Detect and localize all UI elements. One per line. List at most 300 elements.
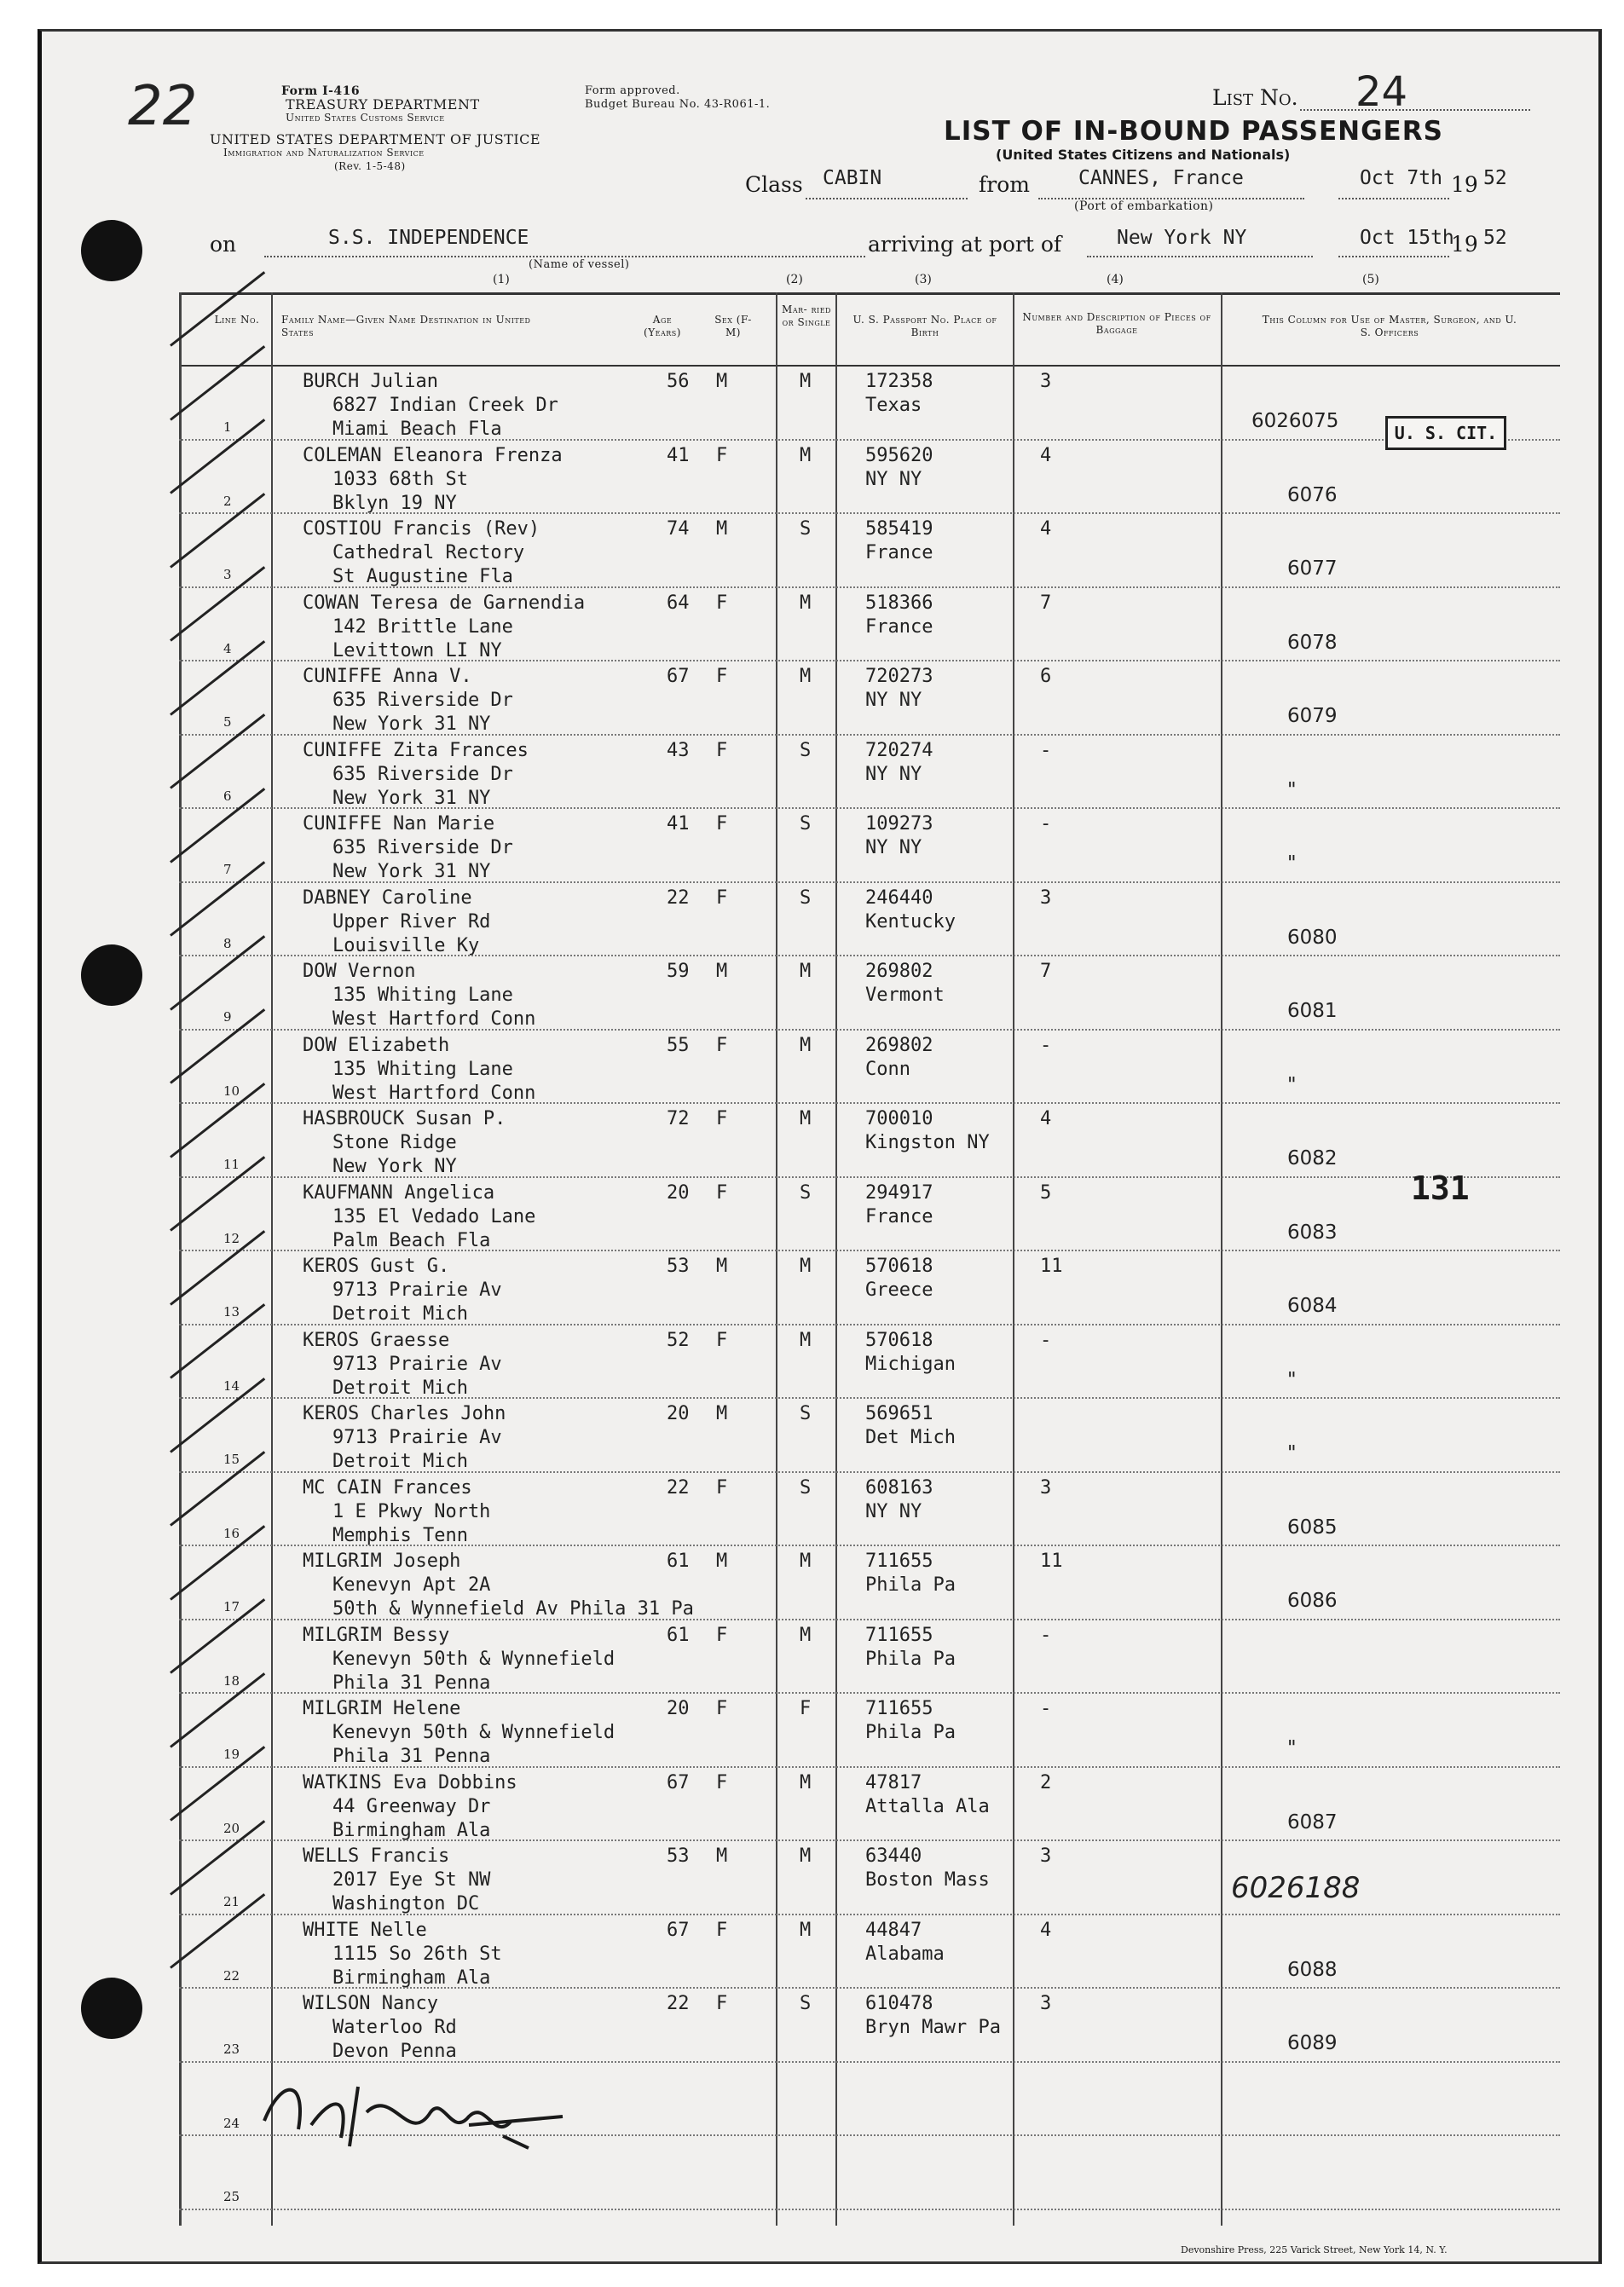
address-line-2: West Hartford Conn bbox=[332, 1008, 536, 1030]
depart-date-line bbox=[1338, 198, 1449, 199]
table-row bbox=[179, 1620, 1560, 1694]
address-line-2: Memphis Tenn bbox=[332, 1524, 468, 1546]
marital-status: M bbox=[800, 1845, 812, 1867]
baggage-count: 6 bbox=[1040, 666, 1052, 687]
col-header-sex: Sex (F-M) bbox=[714, 314, 752, 338]
sex-value: F bbox=[716, 1919, 728, 1941]
marital-status: S bbox=[800, 1476, 812, 1499]
place-of-birth: Vermont bbox=[865, 985, 945, 1006]
marital-status: M bbox=[800, 1329, 812, 1351]
place-of-birth: NY NY bbox=[865, 837, 922, 858]
table-row bbox=[179, 367, 1560, 440]
age-value: 64 bbox=[667, 592, 690, 614]
col-header-age: Age (Years) bbox=[644, 314, 681, 338]
table-row bbox=[179, 883, 1560, 956]
address-line-2: Miami Beach Fla bbox=[332, 419, 502, 440]
marital-status: M bbox=[800, 1771, 812, 1793]
passenger-name: DOW Elizabeth bbox=[303, 1034, 450, 1056]
place-of-birth: NY NY bbox=[865, 763, 922, 785]
place-of-birth: Conn bbox=[865, 1058, 910, 1080]
class-value: CABIN bbox=[823, 167, 882, 189]
line-number: 11 bbox=[223, 1157, 240, 1172]
passenger-name: WELLS Francis bbox=[303, 1845, 450, 1867]
officer-number: 6089 bbox=[1287, 2032, 1338, 2054]
passenger-name: CUNIFFE Nan Marie bbox=[303, 813, 495, 835]
address-line-2: Phila 31 Penna bbox=[332, 1672, 491, 1694]
place-of-birth: Bryn Mawr Pa bbox=[865, 2017, 1001, 2038]
marital-status: S bbox=[800, 813, 812, 835]
sex-value: F bbox=[716, 592, 728, 614]
list-no-line bbox=[1300, 109, 1530, 111]
officer-number: 6080 bbox=[1287, 926, 1338, 949]
passenger-name: CUNIFFE Anna V. bbox=[303, 666, 472, 687]
address-line-2: 50th & Wynnefield Av Phila 31 Pa bbox=[332, 1598, 694, 1620]
officer-number: 6079 bbox=[1287, 705, 1338, 727]
baggage-count: - bbox=[1040, 1034, 1052, 1056]
port-value: New York NY bbox=[1117, 227, 1247, 249]
marital-status: S bbox=[800, 1181, 812, 1204]
vessel-name: S.S. INDEPENDENCE bbox=[328, 227, 529, 249]
dept-justice: UNITED STATES DEPARTMENT OF JUSTICE bbox=[210, 131, 541, 147]
age-value: 61 bbox=[667, 1551, 690, 1572]
line-number: 10 bbox=[223, 1083, 240, 1099]
baggage-count: 2 bbox=[1040, 1771, 1052, 1793]
marital-status: M bbox=[800, 1919, 812, 1941]
arriving-label: arriving at port of bbox=[868, 232, 1062, 257]
officer-number: " bbox=[1287, 1073, 1297, 1096]
sex-value: F bbox=[716, 1771, 728, 1793]
line-number: 3 bbox=[223, 567, 232, 582]
address-line-1: Kenevyn 50th & Wynnefield bbox=[332, 1648, 616, 1670]
line-number: 20 bbox=[223, 1820, 240, 1836]
marital-status: S bbox=[800, 1403, 812, 1424]
passport-number: 246440 bbox=[865, 887, 933, 909]
address-line-2: New York 31 NY bbox=[332, 713, 491, 735]
place-of-birth: France bbox=[865, 615, 933, 638]
passport-number: 595620 bbox=[865, 444, 933, 466]
passenger-name: KEROS Graesse bbox=[303, 1329, 450, 1351]
table-row bbox=[179, 809, 1560, 882]
form-approved: Form approved. bbox=[585, 84, 680, 97]
table-row bbox=[179, 1473, 1560, 1546]
age-value: 20 bbox=[667, 1403, 690, 1424]
address-line-1: 6827 Indian Creek Dr bbox=[332, 395, 558, 416]
line-number: 1 bbox=[223, 419, 232, 435]
us-citizen-stamp: U. S. CIT. bbox=[1385, 416, 1506, 450]
dept-treasury: TREASURY DEPARTMENT bbox=[286, 96, 480, 113]
baggage-count: 5 bbox=[1040, 1181, 1052, 1204]
line-number: 5 bbox=[223, 714, 232, 730]
port-line bbox=[1087, 256, 1313, 257]
marital-status: M bbox=[800, 1108, 812, 1129]
passport-number: 63440 bbox=[865, 1845, 922, 1867]
sex-value: F bbox=[716, 666, 728, 687]
class-label: Class bbox=[745, 172, 803, 197]
sex-value: F bbox=[716, 1698, 728, 1719]
address-line-1: 635 Riverside Dr bbox=[332, 690, 513, 711]
place-of-birth: Attalla Ala bbox=[865, 1795, 990, 1817]
punch-hole bbox=[81, 1978, 142, 2039]
place-of-birth: Boston Mass bbox=[865, 1869, 990, 1891]
age-value: 59 bbox=[667, 961, 690, 982]
passport-number: 109273 bbox=[865, 813, 933, 835]
printer-imprint: Devonshire Press, 225 Varick Street, New York 14, N. Y. bbox=[1181, 2244, 1448, 2255]
table-row bbox=[179, 1251, 1560, 1325]
line-number: 24 bbox=[223, 2115, 240, 2131]
officer-number: 6078 bbox=[1287, 631, 1338, 654]
passport-number: 720274 bbox=[865, 739, 933, 761]
marital-status: F bbox=[800, 1698, 812, 1719]
address-line-2: New York NY bbox=[332, 1156, 457, 1177]
address-line-1: 44 Greenway Dr bbox=[332, 1795, 491, 1817]
place-of-birth: Det Mich bbox=[865, 1427, 956, 1448]
address-line-1: 1115 So 26th St bbox=[332, 1943, 502, 1965]
age-value: 22 bbox=[667, 1476, 690, 1499]
line-number: 14 bbox=[223, 1377, 240, 1394]
officer-signature bbox=[247, 2061, 588, 2155]
marital-status: M bbox=[800, 1034, 812, 1056]
officer-number: 6088 bbox=[1287, 1958, 1338, 1981]
passenger-name: MILGRIM Bessy bbox=[303, 1624, 450, 1646]
sex-value: F bbox=[716, 1034, 728, 1056]
passport-number: 711655 bbox=[865, 1624, 933, 1646]
arrive-date: Oct 15th bbox=[1360, 227, 1454, 249]
place-of-birth: NY NY bbox=[865, 1500, 922, 1522]
address-line-1: 135 Whiting Lane bbox=[332, 1058, 513, 1080]
officer-number: " bbox=[1287, 1737, 1297, 1759]
age-value: 67 bbox=[667, 1919, 690, 1941]
from-label: from bbox=[979, 172, 1030, 197]
line-number: 12 bbox=[223, 1230, 240, 1246]
baggage-count: 11 bbox=[1040, 1256, 1063, 1277]
passport-number: 518366 bbox=[865, 592, 933, 614]
arrive-year-prefix: 19 bbox=[1451, 232, 1478, 257]
address-line-1: 9713 Prairie Av bbox=[332, 1279, 502, 1301]
line-number: 15 bbox=[223, 1452, 240, 1467]
officer-number: 6087 bbox=[1287, 1811, 1338, 1834]
passport-number: 570618 bbox=[865, 1256, 933, 1277]
marital-status: M bbox=[800, 666, 812, 687]
col-header-officers: This Column for Use of Master, Surgeon, and U. S. Officers bbox=[1262, 314, 1517, 338]
age-value: 67 bbox=[667, 1771, 690, 1793]
sex-value: F bbox=[716, 1181, 728, 1204]
passport-number: 269802 bbox=[865, 961, 933, 982]
passport-number: 608163 bbox=[865, 1476, 933, 1499]
address-line-1: 9713 Prairie Av bbox=[332, 1427, 502, 1448]
passport-number: 570618 bbox=[865, 1329, 933, 1351]
table-row bbox=[179, 956, 1560, 1030]
place-of-birth: Alabama bbox=[865, 1943, 945, 1965]
marital-status: M bbox=[800, 1256, 812, 1277]
passenger-name: KEROS Charles John bbox=[303, 1403, 506, 1424]
passport-number: 569651 bbox=[865, 1403, 933, 1424]
table-top-rule bbox=[179, 292, 1560, 295]
passenger-name: WHITE Nelle bbox=[303, 1919, 427, 1941]
from-value: CANNES, France bbox=[1078, 167, 1244, 189]
passenger-name: MC CAIN Frances bbox=[303, 1476, 472, 1499]
vessel-note: (Name of vessel) bbox=[529, 258, 630, 271]
age-value: 74 bbox=[667, 518, 690, 540]
address-line-2: New York 31 NY bbox=[332, 861, 491, 882]
table-row bbox=[179, 514, 1560, 587]
marital-status: M bbox=[800, 1551, 812, 1572]
passport-number: 47817 bbox=[865, 1771, 922, 1793]
arrive-year: 52 bbox=[1483, 227, 1507, 249]
col-header-name: Family Name—Given Name Destination in United States bbox=[281, 314, 531, 338]
punch-hole bbox=[81, 220, 142, 281]
officer-number: 6077 bbox=[1287, 557, 1338, 580]
passenger-name: HASBROUCK Susan P. bbox=[303, 1108, 506, 1129]
line-number: 19 bbox=[223, 1747, 240, 1762]
line-number: 17 bbox=[223, 1599, 240, 1614]
address-line-1: Waterloo Rd bbox=[332, 2017, 457, 2038]
table-row bbox=[179, 1546, 1560, 1620]
col-header-line: Line No. bbox=[214, 314, 260, 326]
address-line-1: Kenevyn Apt 2A bbox=[332, 1574, 491, 1596]
col-number-2: (2) bbox=[786, 273, 803, 286]
age-value: 61 bbox=[667, 1624, 690, 1646]
class-line bbox=[806, 198, 968, 199]
passenger-name: MILGRIM Joseph bbox=[303, 1551, 461, 1572]
place-of-birth: NY NY bbox=[865, 468, 922, 490]
line-number: 22 bbox=[223, 1967, 240, 1984]
dept-treasury-sub: United States Customs Service bbox=[286, 112, 445, 124]
passport-number: 720273 bbox=[865, 666, 933, 687]
depart-year-prefix: 19 bbox=[1451, 172, 1478, 197]
arrive-date-line bbox=[1338, 256, 1449, 257]
col-header-baggage: Number and Description of Pieces of Baggage bbox=[1022, 311, 1211, 336]
marital-status: S bbox=[800, 887, 812, 909]
address-line-1: 142 Brittle Lane bbox=[332, 615, 513, 638]
sex-value: M bbox=[716, 371, 728, 392]
line-number: 18 bbox=[223, 1672, 240, 1689]
address-line-2: Devon Penna bbox=[332, 2041, 457, 2062]
officer-number: 6076 bbox=[1287, 483, 1338, 506]
baggage-count: - bbox=[1040, 1698, 1052, 1719]
address-line-2: Levittown LI NY bbox=[332, 639, 502, 661]
line-number: 9 bbox=[223, 1009, 232, 1025]
address-line-2: Detroit Mich bbox=[332, 1303, 468, 1325]
sex-value: M bbox=[716, 961, 728, 982]
passenger-name: COSTIOU Francis (Rev) bbox=[303, 518, 540, 540]
line-number: 23 bbox=[223, 2042, 240, 2057]
sex-value: F bbox=[716, 444, 728, 466]
address-line-1: 135 El Vedado Lane bbox=[332, 1205, 536, 1227]
col-number-1: (1) bbox=[493, 273, 510, 286]
marital-status: S bbox=[800, 518, 812, 540]
budget-bureau: Budget Bureau No. 43-R061-1. bbox=[585, 98, 771, 111]
age-value: 67 bbox=[667, 666, 690, 687]
age-value: 22 bbox=[667, 1993, 690, 2014]
address-line-2: Birmingham Ala bbox=[332, 1819, 491, 1841]
address-line-1: 1 E Pkwy North bbox=[332, 1500, 491, 1522]
passenger-name: CUNIFFE Zita Frances bbox=[303, 739, 529, 761]
marital-status: M bbox=[800, 444, 812, 466]
address-line-2: Phila 31 Penna bbox=[332, 1746, 491, 1767]
place-of-birth: Greece bbox=[865, 1279, 933, 1301]
passport-number: 711655 bbox=[865, 1698, 933, 1719]
address-line-2: Birmingham Ala bbox=[332, 1966, 491, 1989]
embark-note: (Port of embarkation) bbox=[1074, 199, 1214, 213]
marital-status: M bbox=[800, 961, 812, 982]
address-line-1: Stone Ridge bbox=[332, 1132, 457, 1153]
passenger-name: COWAN Teresa de Garnendia bbox=[303, 592, 586, 614]
depart-year: 52 bbox=[1483, 167, 1507, 189]
address-line-1: 9713 Prairie Av bbox=[332, 1353, 502, 1375]
baggage-count: 3 bbox=[1040, 1476, 1052, 1499]
handwritten-note: 6026188 bbox=[1231, 1871, 1361, 1905]
marital-status: S bbox=[800, 739, 812, 761]
list-no-value: 24 bbox=[1355, 68, 1408, 116]
address-line-1: Upper River Rd bbox=[332, 910, 491, 933]
age-value: 56 bbox=[667, 371, 690, 392]
officer-number: 6086 bbox=[1287, 1590, 1338, 1612]
marital-status: M bbox=[800, 592, 812, 614]
address-line-2: Louisville Ky bbox=[332, 934, 480, 956]
col-number-4: (4) bbox=[1107, 273, 1124, 286]
age-value: 22 bbox=[667, 887, 690, 909]
col-header-married: Mar- ried or Single bbox=[782, 303, 831, 328]
age-value: 53 bbox=[667, 1845, 690, 1867]
place-of-birth: NY NY bbox=[865, 690, 922, 711]
baggage-count: - bbox=[1040, 1329, 1052, 1351]
age-value: 41 bbox=[667, 813, 690, 835]
marital-status: M bbox=[800, 1624, 812, 1646]
passenger-name: WILSON Nancy bbox=[303, 1993, 438, 2014]
sex-value: M bbox=[716, 1551, 728, 1572]
age-value: 20 bbox=[667, 1698, 690, 1719]
sex-value: F bbox=[716, 1624, 728, 1646]
officer-number: 6026075 bbox=[1251, 410, 1339, 432]
form-number: Form I-416 bbox=[281, 84, 361, 98]
sex-value: F bbox=[716, 887, 728, 909]
address-line-2: Washington DC bbox=[332, 1893, 480, 1914]
line-number: 25 bbox=[223, 2189, 240, 2204]
address-line-2: West Hartford Conn bbox=[332, 1082, 536, 1104]
officer-number: 6082 bbox=[1287, 1147, 1338, 1169]
officer-number: 6081 bbox=[1287, 1000, 1338, 1022]
place-of-birth: Phila Pa bbox=[865, 1648, 956, 1670]
age-value: 41 bbox=[667, 444, 690, 466]
passport-number: 700010 bbox=[865, 1108, 933, 1129]
address-line-2: Detroit Mich bbox=[332, 1451, 468, 1472]
officer-number: " bbox=[1287, 1368, 1297, 1391]
baggage-count: 7 bbox=[1040, 961, 1052, 982]
table-row bbox=[179, 1915, 1560, 1989]
depart-date: Oct 7th bbox=[1360, 167, 1442, 189]
baggage-count: 3 bbox=[1040, 1845, 1052, 1867]
age-value: 52 bbox=[667, 1329, 690, 1351]
line-number: 8 bbox=[223, 935, 232, 951]
marital-status: M bbox=[800, 371, 812, 392]
col-header-passport: U. S. Passport No. Place of Birth bbox=[852, 314, 997, 338]
passenger-name: WATKINS Eva Dobbins bbox=[303, 1771, 517, 1793]
line-number: 6 bbox=[223, 788, 232, 804]
place-of-birth: France bbox=[865, 542, 933, 563]
line-number: 13 bbox=[223, 1304, 240, 1320]
address-line-2: Detroit Mich bbox=[332, 1377, 468, 1399]
sex-value: M bbox=[716, 1403, 728, 1424]
baggage-count: - bbox=[1040, 1624, 1052, 1646]
baggage-count: 4 bbox=[1040, 1919, 1052, 1941]
baggage-count: 4 bbox=[1040, 518, 1052, 540]
address-line-1: 135 Whiting Lane bbox=[332, 985, 513, 1006]
passport-number: 172358 bbox=[865, 371, 933, 392]
line-number: 16 bbox=[223, 1525, 240, 1541]
passport-number: 294917 bbox=[865, 1181, 933, 1204]
table-row bbox=[179, 1178, 1560, 1251]
table-row bbox=[179, 1399, 1560, 1472]
sex-value: F bbox=[716, 1108, 728, 1129]
passport-number: 585419 bbox=[865, 518, 933, 540]
sex-value: M bbox=[716, 1845, 728, 1867]
margin-number: 131 bbox=[1411, 1169, 1470, 1207]
officer-number: 6083 bbox=[1287, 1221, 1338, 1244]
baggage-count: 3 bbox=[1040, 887, 1052, 909]
sex-value: F bbox=[716, 1476, 728, 1499]
place-of-birth: France bbox=[865, 1205, 933, 1227]
table-row bbox=[179, 1104, 1560, 1177]
age-value: 72 bbox=[667, 1108, 690, 1129]
age-value: 53 bbox=[667, 1256, 690, 1277]
passenger-name: KAUFMANN Angelica bbox=[303, 1181, 495, 1204]
table-row bbox=[179, 441, 1560, 514]
form-subtitle: (United States Citizens and Nationals) bbox=[996, 147, 1291, 163]
line-number: 21 bbox=[223, 1894, 240, 1909]
passenger-name: COLEMAN Eleanora Frenza bbox=[303, 444, 563, 466]
passport-number: 44847 bbox=[865, 1919, 922, 1941]
officer-number: 6085 bbox=[1287, 1516, 1338, 1539]
on-label: on bbox=[210, 232, 237, 257]
baggage-count: - bbox=[1040, 739, 1052, 761]
punch-hole bbox=[81, 944, 142, 1006]
baggage-count: 11 bbox=[1040, 1551, 1063, 1572]
baggage-count: 7 bbox=[1040, 592, 1052, 614]
table-row bbox=[179, 588, 1560, 661]
col-number-5: (5) bbox=[1362, 273, 1379, 286]
form-revision: (Rev. 1-5-48) bbox=[334, 160, 406, 172]
passenger-name: MILGRIM Helene bbox=[303, 1698, 461, 1719]
passenger-name: KEROS Gust G. bbox=[303, 1256, 450, 1277]
officer-number: " bbox=[1287, 852, 1297, 875]
address-line-1: 635 Riverside Dr bbox=[332, 763, 513, 785]
table-row bbox=[179, 1768, 1560, 1841]
sex-value: M bbox=[716, 518, 728, 540]
corner-mark: 22 bbox=[128, 75, 198, 138]
address-line-1: 1033 68th St bbox=[332, 468, 468, 490]
table-row bbox=[179, 1031, 1560, 1104]
address-line-2: New York 31 NY bbox=[332, 787, 491, 809]
table-row bbox=[179, 1989, 1560, 2062]
line-number: 2 bbox=[223, 493, 232, 509]
address-line-1: Kenevyn 50th & Wynnefield bbox=[332, 1722, 616, 1743]
baggage-count: 4 bbox=[1040, 1108, 1052, 1129]
address-line-2: St Augustine Fla bbox=[332, 566, 513, 587]
table-row bbox=[179, 1694, 1560, 1767]
list-no-label: List No. bbox=[1212, 85, 1298, 110]
passport-number: 711655 bbox=[865, 1551, 933, 1572]
table-row bbox=[179, 1325, 1560, 1399]
line-number: 4 bbox=[223, 640, 232, 656]
passenger-name: DOW Vernon bbox=[303, 961, 416, 982]
dept-justice-sub: Immigration and Naturalization Service bbox=[223, 147, 425, 159]
table-row bbox=[179, 661, 1560, 735]
marital-status: S bbox=[800, 1993, 812, 2014]
form-title: LIST OF IN-BOUND PASSENGERS bbox=[944, 116, 1443, 147]
baggage-count: 3 bbox=[1040, 371, 1052, 392]
baggage-count: 3 bbox=[1040, 1993, 1052, 2014]
passport-number: 610478 bbox=[865, 1993, 933, 2014]
